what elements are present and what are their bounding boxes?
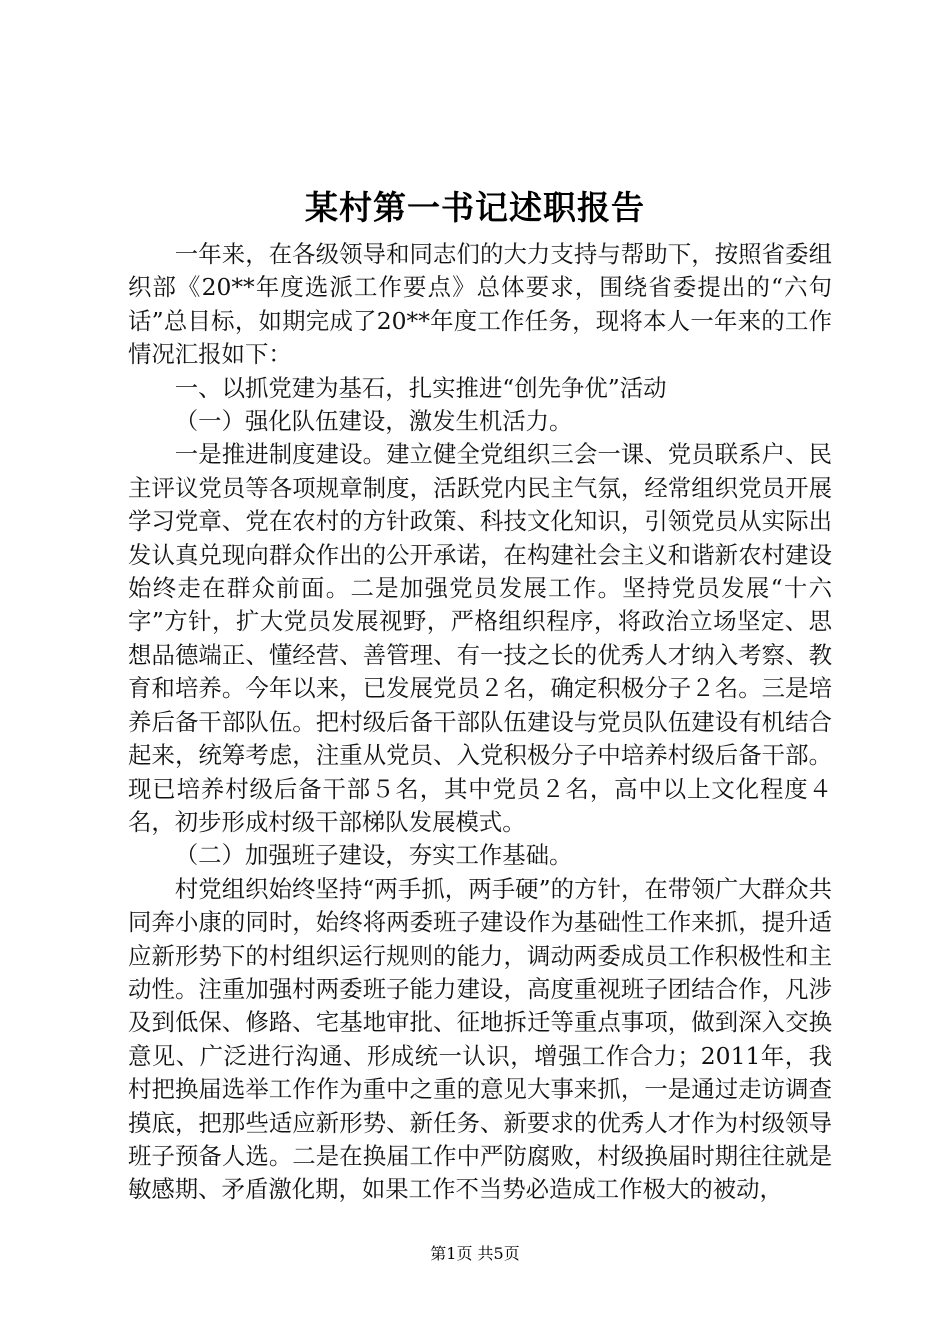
section-heading: 一、以抓党建为基石，扎实推进“创先争优”活动 bbox=[174, 373, 667, 402]
document-title: 某村第一书记述职报告 bbox=[305, 188, 645, 227]
document-body bbox=[128, 238, 832, 1207]
subsection-heading: （二）加强班子建设，夯实工作基础。 bbox=[174, 841, 573, 870]
page-number-footer: 第1页 共5页 bbox=[430, 1244, 520, 1263]
body-paragraph: 一是推进制度建设。建立健全党组织三会一课、党员联系户、民主评议党员等各项规章制度，活跃党内民主气氛，经常组织党员开展学习党章、党在农村的方针政策、科技文化知识，引领党员从实际出发认真兑现向群众作出的公开承诺，在构建社会主义和谐新农村建设始终走在群众前面。二是加强党员发展工作。坚持党员发展“十六字”方针，扩大党员发展视野，严格组织程序，将政治立场坚定、思想品德端正、懂经营、善管理、有一技之长的优秀人才纳入考察、教育和培养。今年以来，已发展党员２名，确定积极分子２名。三是培养后备干部队伍。把村级后备干部队伍建设与党员队伍建设有机结合起来，统筹考虑，注重从党员、入党积极分子中培养村级后备干部。现已培养村级后备干部５名，其中党员２名，高中以上文化程度４名，初步形成村级干部梯队发展模式。 bbox=[128, 440, 832, 836]
body-paragraph: 村党组织始终坚持“两手抓，两手硬”的方针，在带领广大群众共同奔小康的同时，始终将两委班子建设作为基础性工作来抓，提升适应新形势下的村组织运行规则的能力，调动两委成员工作积极性和主动性。注重加强村两委班子能力建设，高度重视班子团结合作，凡涉及到低保、修路、宅基地审批、征地拆迁等重点事项，做到深入交换意见、广泛进行沟通、形成统一认识，增强工作合力；2011年，我村把换届选举工作作为重中之重的意见大事来抓，一是通过走访调查摸底，把那些适应新形势、新任务、新要求的优秀人才作为村级领导班子预备人选。二是在换届工作中严防腐败，村级换届时期往往就是敏感期、矛盾激化期，如果工作不当势必造成工作极大的被动， bbox=[128, 874, 832, 1204]
intro-paragraph: 一年来，在各级领导和同志们的大力支持与帮助下，按照省委组织部《20**年度选派工作要点》总体要求，围绕省委提出的“六句话”总目标，如期完成了20**年度工作任务，现将本人一年来的工作情况汇报如下： bbox=[128, 240, 832, 369]
subsection-heading: （一）强化队伍建设，激发生机活力。 bbox=[174, 407, 573, 436]
